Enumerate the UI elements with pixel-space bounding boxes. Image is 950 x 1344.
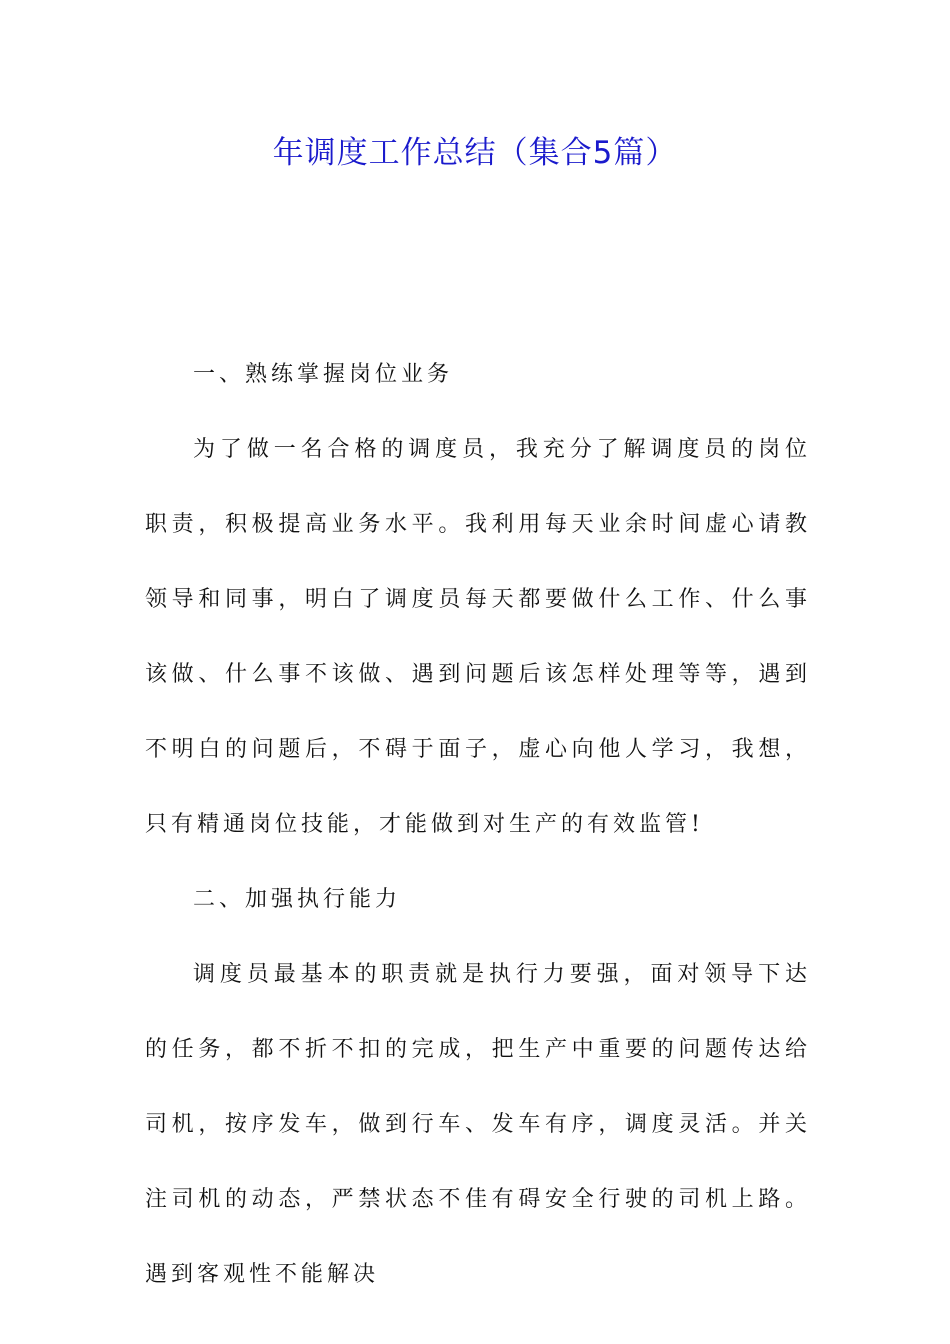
paragraph-2: 调度员最基本的职责就是执行力要强，面对领导下达的任务，都不折不扣的完成，把生产中重要的问题传达给司机，按序发车，做到行车、发车有序，调度灵活。并关注司机的动态，严禁状态不佳有碍安全行驶的司机上路。遇到客观性不能解决: [145, 962, 811, 1287]
section-heading-2: 二、加强执行能力: [193, 887, 402, 912]
document-body: [145, 337, 811, 1312]
section-heading-1: 一、熟练掌握岗位业务: [193, 362, 454, 387]
document-title: 年调度工作总结（集合5篇）: [272, 135, 678, 171]
paragraph-1: 为了做一名合格的调度员，我充分了解调度员的岗位职责，积极提高业务水平。我利用每天业余时间虚心请教领导和同事，明白了调度员每天都要做什么工作、什么事该做、什么事不该做、遇到问题后该怎样处理等等，遇到不明白的问题后，不碍于面子，虚心向他人学习，我想，只有精通岗位技能，才能做到对生产的有效监管!: [145, 437, 811, 837]
